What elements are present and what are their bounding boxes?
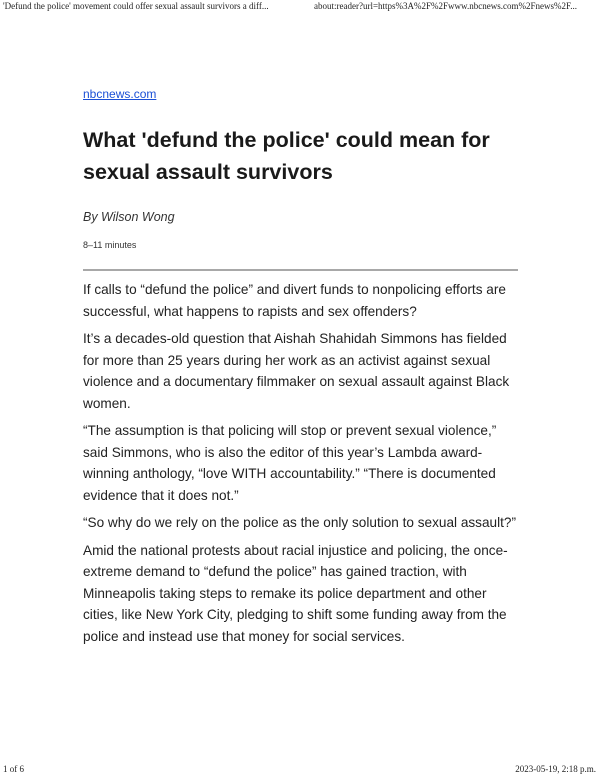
paragraph: It’s a decades-old question that Aishah Shahidah Simmons has fielded for more than 25 years during her work as an activist against sexual violence and a documentary filmmaker on sexual assault against Black women. bbox=[83, 331, 510, 411]
print-footer bbox=[0, 763, 600, 776]
paragraph: “So why do we rely on the police as the only solution to sexual assault?” bbox=[83, 515, 516, 530]
read-time: 8–11 minutes bbox=[83, 240, 137, 250]
print-header-url: about:reader?url=https%3A%2F%2Fwww.nbcnews.com%2Fnews%2F... bbox=[314, 1, 577, 11]
article-title: What 'defund the police' could mean for sexual assault survivors bbox=[83, 128, 490, 184]
byline: By Wilson Wong bbox=[83, 210, 175, 224]
article-body bbox=[83, 279, 518, 653]
paragraph: “The assumption is that policing will stop or prevent sexual violence,” said Simmons, who is also the editor of this year’s Lambda award-winning anthology, “love WITH accountability.” “There is documented evidence that it does not.” bbox=[83, 423, 497, 503]
paragraph: If calls to “defund the police” and divert funds to nonpolicing efforts are successful, what happens to rapists and sex offenders? bbox=[83, 282, 506, 319]
print-header-page-title: 'Defund the police' movement could offer sexual assault survivors a diff... bbox=[3, 1, 269, 11]
paragraph: Amid the national protests about racial injustice and policing, the once-extreme demand to “defund the police” has gained traction, with Minneapolis taking steps to remake its police department and other cities, like New York City, pledging to shift some funding away from the police and instead use that money for social services. bbox=[83, 542, 508, 644]
print-header bbox=[0, 0, 600, 14]
source-link[interactable]: nbcnews.com bbox=[83, 87, 157, 101]
page-number: 1 of 6 bbox=[3, 764, 24, 774]
print-timestamp: 2023-05-19, 2:18 p.m. bbox=[515, 764, 596, 774]
divider bbox=[83, 269, 518, 271]
